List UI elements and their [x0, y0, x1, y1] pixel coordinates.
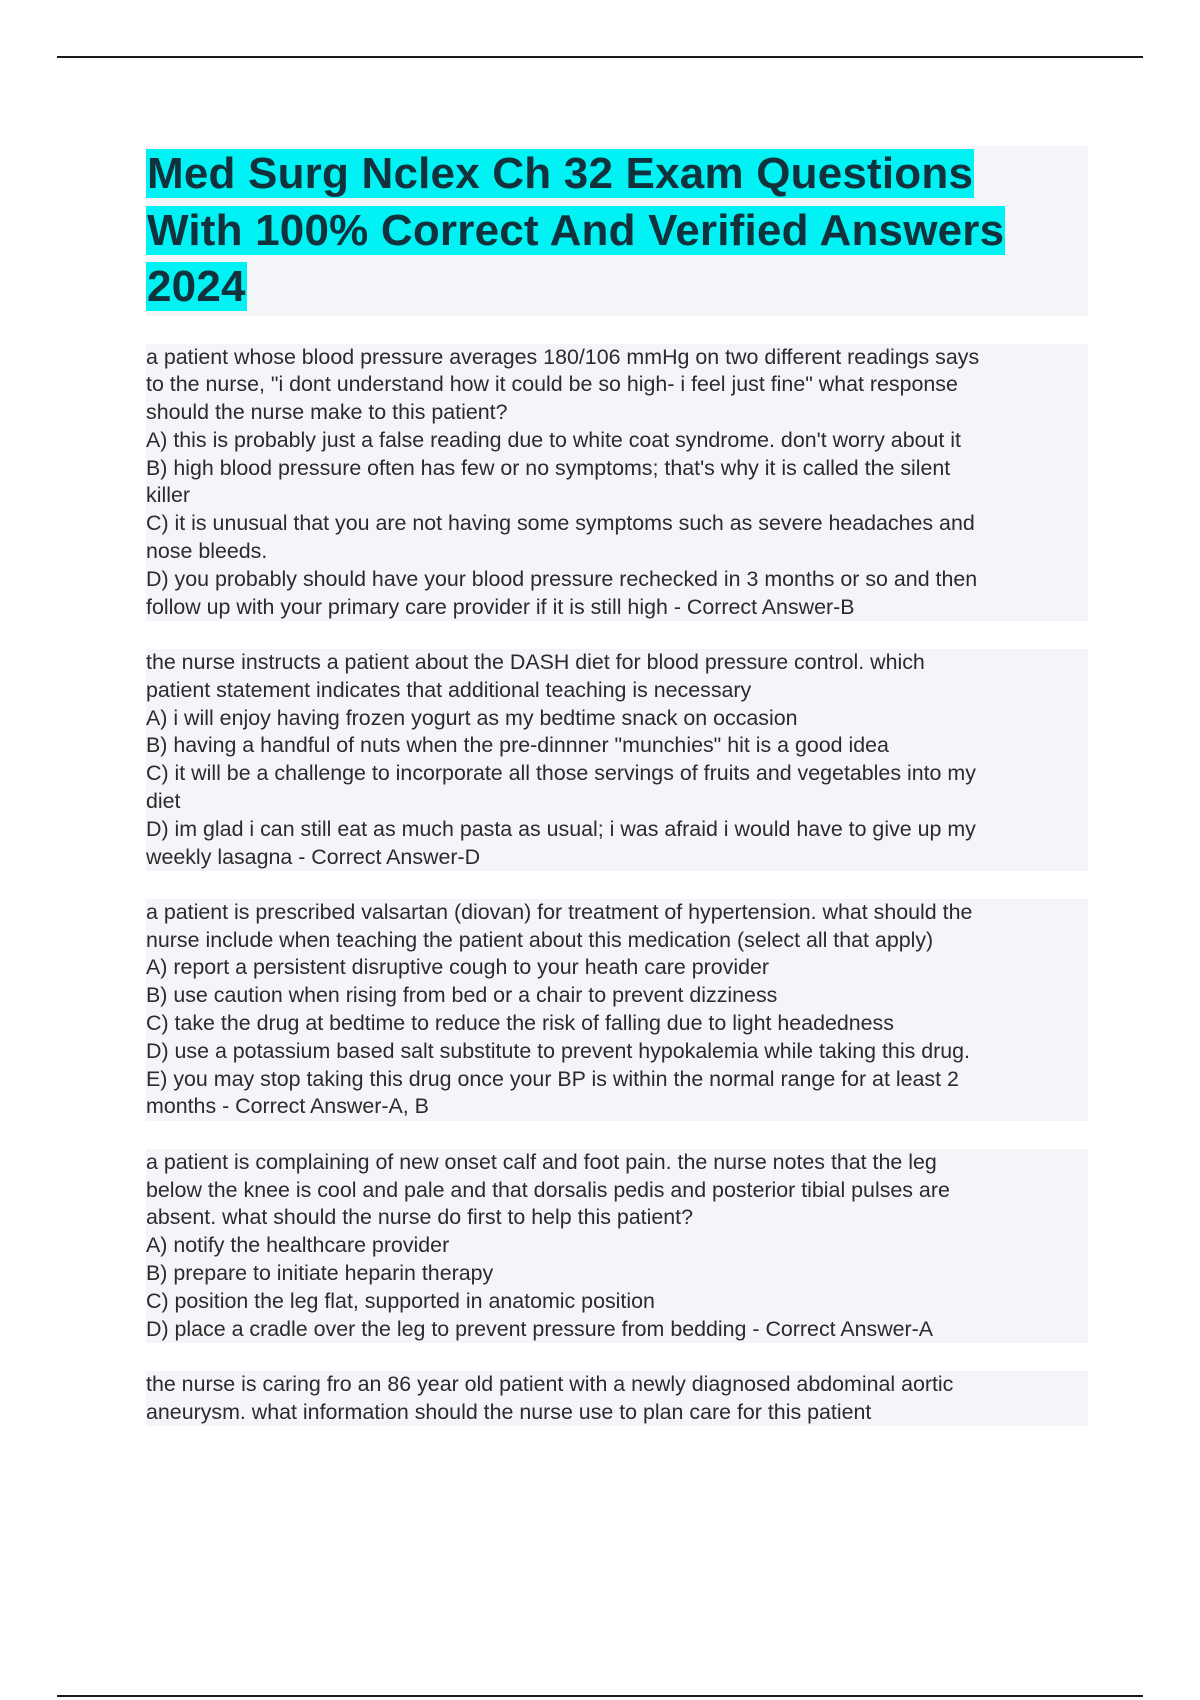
title-block: [146, 146, 1088, 316]
question-text-line: patient statement indicates that additional teaching is necessary: [146, 677, 1088, 705]
answer-option-line: B) use caution when rising from bed or a chair to prevent dizziness: [146, 982, 1088, 1010]
answer-option-line: A) i will enjoy having frozen yogurt as my bedtime snack on occasion: [146, 705, 1088, 733]
answer-option-line: A) notify the healthcare provider: [146, 1232, 1088, 1260]
question-text-line: the nurse instructs a patient about the DASH diet for blood pressure control. which: [146, 649, 1088, 677]
answer-option-line: killer: [146, 482, 1088, 510]
answer-option-line: E) you may stop taking this drug once your BP is within the normal range for at least 2: [146, 1066, 1088, 1094]
question-4: [146, 1149, 1088, 1344]
question-text-line: to the nurse, "i dont understand how it could be so high- i feel just fine" what response: [146, 371, 1088, 399]
title-line: Med Surg Nclex Ch 32 Exam Questions: [147, 149, 974, 198]
correct-answer-line: D) place a cradle over the leg to prevent pressure from bedding - Correct Answer-A: [146, 1316, 1088, 1344]
question-list: [146, 344, 1088, 1427]
answer-option-line: C) it will be a challenge to incorporate all those servings of fruits and vegetables into my: [146, 760, 1088, 788]
title-line: With 100% Correct And Verified Answers: [147, 205, 1005, 255]
question-text-line: a patient is prescribed valsartan (diovan) for treatment of hypertension. what should the: [146, 899, 1088, 927]
bottom-rule: [57, 1695, 1143, 1697]
answer-option-line: B) prepare to initiate heparin therapy: [146, 1260, 1088, 1288]
answer-option-line: A) report a persistent disruptive cough to your heath care provider: [146, 954, 1088, 982]
answer-option-line: D) use a potassium based salt substitute to prevent hypokalemia while taking this drug.: [146, 1038, 1088, 1066]
question-text-line: the nurse is caring fro an 86 year old patient with a newly diagnosed abdominal aortic: [146, 1371, 1088, 1399]
question-1: [146, 344, 1088, 622]
answer-option-line: D) im glad i can still eat as much pasta as usual; i was afraid i would have to give up my: [146, 816, 1088, 844]
question-2: [146, 649, 1088, 871]
question-text-line: nurse include when teaching the patient about this medication (select all that apply): [146, 927, 1088, 955]
answer-option-line: nose bleeds.: [146, 538, 1088, 566]
question-text-line: a patient whose blood pressure averages 180/106 mmHg on two different readings says: [146, 344, 1088, 372]
correct-answer-line: follow up with your primary care provider if it is still high - Correct Answer-B: [146, 594, 1088, 622]
question-text-line: absent. what should the nurse do first to help this patient?: [146, 1204, 1088, 1232]
question-text-line: should the nurse make to this patient?: [146, 399, 1088, 427]
correct-answer-line: weekly lasagna - Correct Answer-D: [146, 844, 1088, 872]
answer-option-line: B) high blood pressure often has few or no symptoms; that's why it is called the silent: [146, 455, 1088, 483]
top-rule: [57, 56, 1143, 58]
question-3: [146, 899, 1088, 1121]
answer-option-line: A) this is probably just a false reading due to white coat syndrome. don't worry about it: [146, 427, 1088, 455]
title-line: 2024: [147, 262, 246, 311]
answer-option-line: C) position the leg flat, supported in anatomic position: [146, 1288, 1088, 1316]
question-5: [146, 1371, 1088, 1427]
question-text-line: a patient is complaining of new onset calf and foot pain. the nurse notes that the leg: [146, 1149, 1088, 1177]
answer-option-line: D) you probably should have your blood pressure rechecked in 3 months or so and then: [146, 566, 1088, 594]
correct-answer-line: months - Correct Answer-A, B: [146, 1093, 1088, 1121]
answer-option-line: diet: [146, 788, 1088, 816]
answer-option-line: B) having a handful of nuts when the pre-dinnner "munchies" hit is a good idea: [146, 732, 1088, 760]
question-text-line: below the knee is cool and pale and that dorsalis pedis and posterior tibial pulses are: [146, 1177, 1088, 1205]
answer-option-line: C) it is unusual that you are not having some symptoms such as severe headaches and: [146, 510, 1088, 538]
answer-option-line: C) take the drug at bedtime to reduce the risk of falling due to light headedness: [146, 1010, 1088, 1038]
document-title: [146, 146, 1088, 316]
question-text-line: aneurysm. what information should the nurse use to plan care for this patient: [146, 1399, 1088, 1427]
document-body: [146, 146, 1088, 1454]
